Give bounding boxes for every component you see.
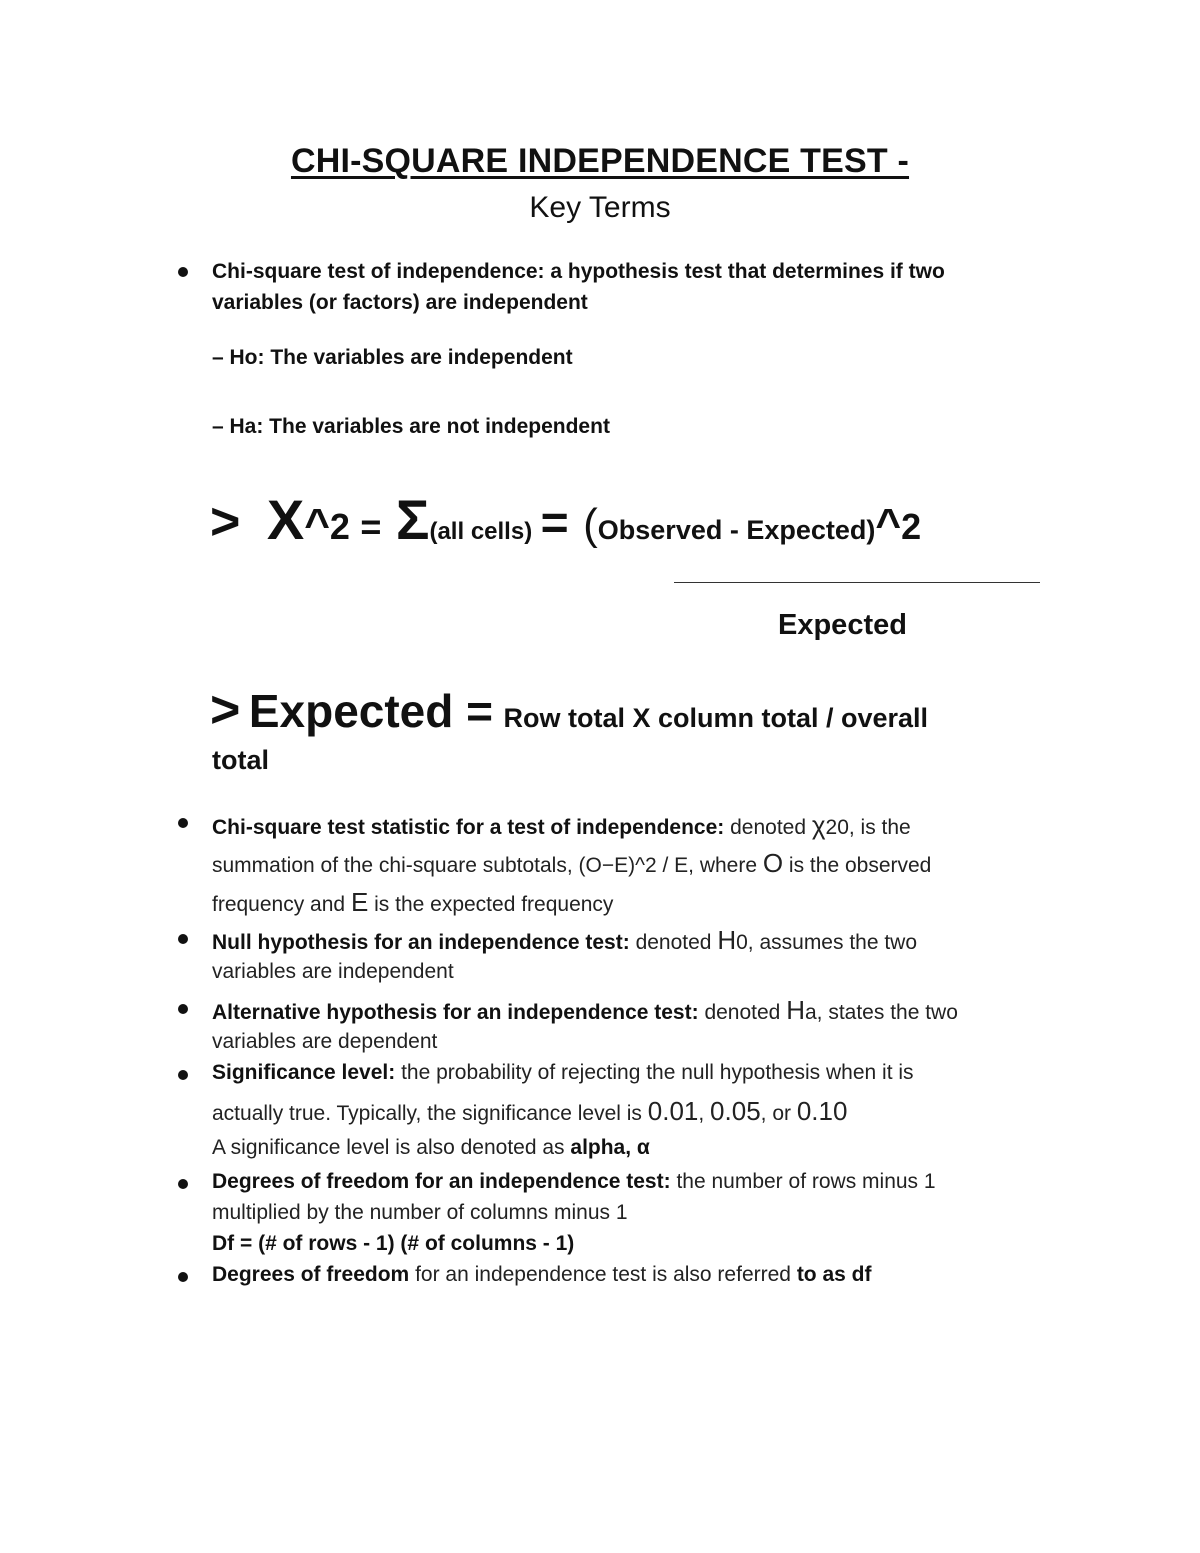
expected-text-continued: total	[212, 745, 269, 775]
formula-equals-2: =	[540, 497, 569, 550]
intro-term-line: Chi-square test of independence: a hypothesis test that determines if two	[212, 260, 945, 283]
alt-text: denoted	[698, 1001, 787, 1024]
formula-denominator: Expected	[778, 609, 907, 641]
expected-symbol: E	[350, 887, 369, 917]
statistic-line-3	[212, 887, 613, 918]
df-line	[212, 1263, 871, 1287]
significance-value-1: 0.01	[647, 1096, 699, 1126]
formula-equals: =	[360, 506, 382, 547]
null-text-2: 0, assumes the two	[736, 931, 918, 954]
formula-caret: ^	[304, 500, 330, 549]
statistic-text-5: frequency and	[212, 893, 351, 916]
null-hypothesis-line: – Ho: The variables are independent	[212, 346, 573, 369]
bullet-icon	[178, 818, 188, 828]
dof-formula: Df = (# of rows - 1) (# of columns - 1)	[212, 1232, 575, 1255]
statistic-text-3: summation of the chi-square subtotals, (O−E)^2 / E, where	[212, 854, 763, 877]
expected-label: Expected =	[248, 685, 494, 737]
sigma-icon: Σ	[395, 488, 430, 551]
null-text: denoted	[629, 931, 718, 954]
formula-open-paren: (	[583, 500, 598, 549]
significance-text: the probability of rejecting the null hypothesis when it is	[395, 1061, 914, 1084]
significance-value-3: 0.10	[796, 1096, 848, 1126]
df-text-2: to as df	[796, 1263, 872, 1286]
significance-sep-1: ,	[698, 1102, 711, 1125]
bullet-icon	[178, 1272, 188, 1282]
dof-line-1	[212, 1170, 936, 1194]
formula-numerator: Observed - Expected)	[597, 515, 876, 545]
formula-exponent: 2	[329, 506, 350, 547]
h-symbol: H	[717, 925, 737, 955]
bullet-icon	[178, 267, 188, 277]
significance-text-2: actually true. Typically, the significance level is	[212, 1102, 648, 1125]
expected-text: Row total X column total / overall	[503, 703, 929, 733]
bullet-icon	[178, 1070, 188, 1080]
formula-arrow: >	[210, 493, 241, 551]
formula-chi: X	[266, 488, 305, 551]
alt-label: Alternative hypothesis for an independence test:	[212, 1001, 699, 1024]
statistic-line-2	[212, 848, 931, 879]
h-symbol: H	[786, 995, 805, 1025]
page-subtitle: Key Terms	[529, 191, 671, 224]
dof-line-2: multiplied by the number of columns minus 1	[212, 1201, 628, 1224]
dof-text: the number of rows minus 1	[670, 1170, 936, 1193]
significance-line-2	[212, 1096, 847, 1127]
significance-text-3: A significance level is also denoted as	[212, 1136, 571, 1159]
null-line-2: variables are independent	[212, 960, 454, 983]
statistic-text-6: is the expected frequency	[368, 893, 614, 916]
observed-symbol: O	[762, 848, 784, 878]
significance-value-2: 0.05	[710, 1096, 761, 1126]
alt-text-2: a, states the two	[804, 1001, 958, 1024]
formula-exponent-2: 2	[901, 506, 922, 547]
significance-line-3	[212, 1136, 650, 1160]
significance-label: Significance level:	[212, 1061, 396, 1084]
statistic-text-2: 20, is the	[825, 816, 911, 839]
significance-line-1	[212, 1061, 914, 1085]
alt-line-1	[212, 995, 958, 1026]
statistic-label: Chi-square test statistic for a test of independence:	[212, 816, 725, 839]
alt-line-2: variables are dependent	[212, 1030, 438, 1053]
significance-sep-2: , or	[760, 1102, 797, 1125]
statistic-text: denoted	[724, 816, 812, 839]
intro-term-continued: variables (or factors) are independent	[212, 291, 588, 314]
dof-label: Degrees of freedom for an independence test:	[212, 1170, 671, 1193]
chi-square-formula	[210, 487, 921, 552]
alpha-symbol: alpha, α	[570, 1136, 650, 1159]
expected-formula	[210, 680, 928, 740]
bullet-icon	[178, 1004, 188, 1014]
statistic-text-4: is the observed	[783, 854, 932, 877]
alternative-hypothesis-line: – Ha: The variables are not independent	[212, 415, 610, 438]
df-text: for an independence test is also referred	[409, 1263, 797, 1286]
null-line-1	[212, 925, 917, 956]
null-label: Null hypothesis for an independence test:	[212, 931, 630, 954]
statistic-line-1	[212, 810, 911, 841]
bullet-icon	[178, 1179, 188, 1189]
df-label: Degrees of freedom	[212, 1263, 410, 1286]
fraction-line	[674, 582, 1040, 583]
chi-symbol: χ	[811, 810, 826, 840]
expected-arrow: >	[210, 681, 241, 739]
page-title: CHI-SQUARE INDEPENDENCE TEST -	[290, 142, 910, 180]
formula-subscript: (all cells)	[429, 518, 533, 545]
formula-caret-2: ^	[875, 500, 902, 549]
bullet-icon	[178, 934, 188, 944]
